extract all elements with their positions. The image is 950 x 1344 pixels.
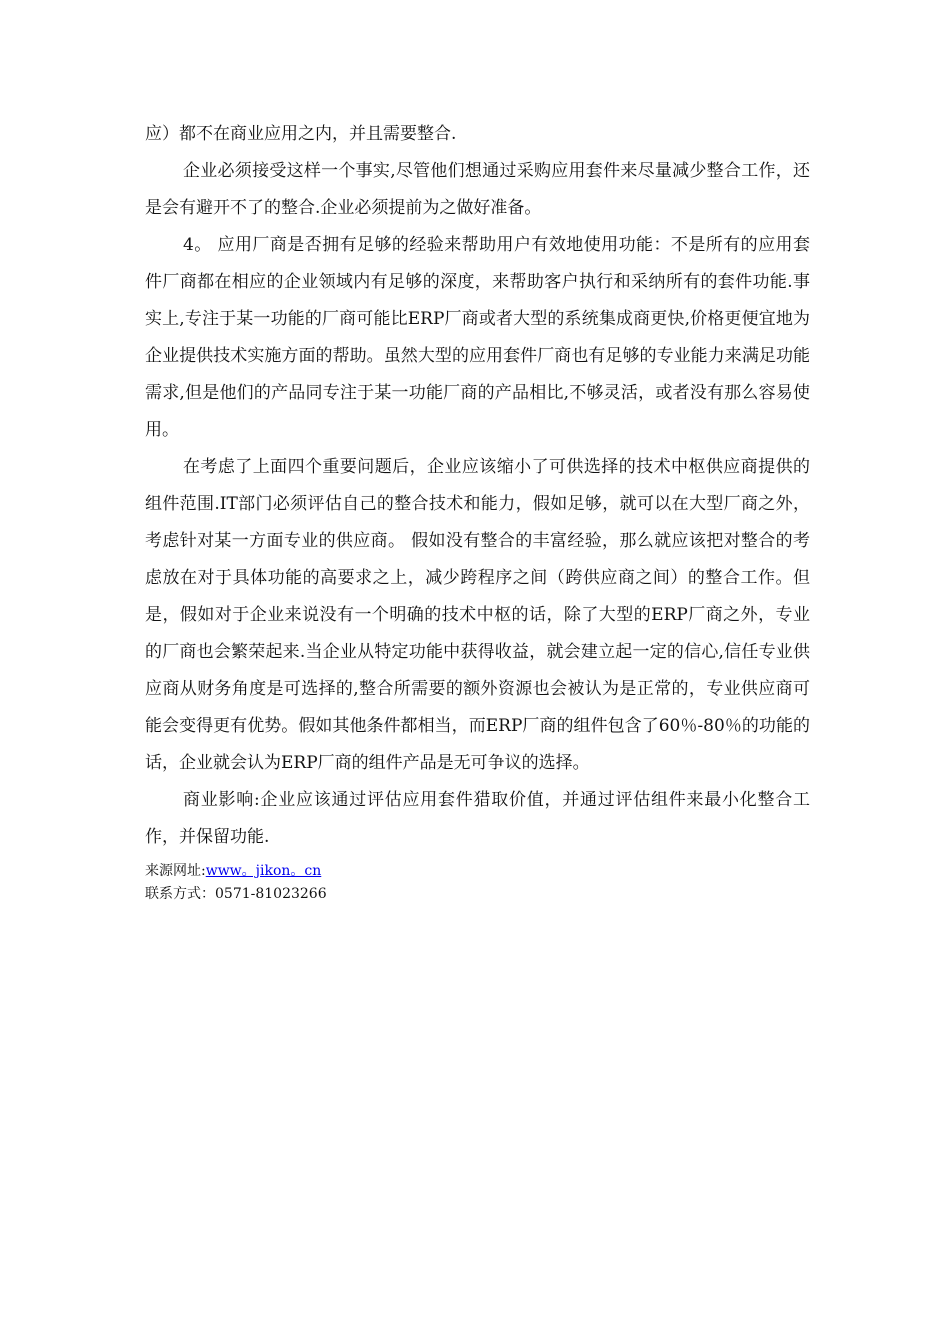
source-link[interactable]: www。jikon。cn [205, 863, 322, 879]
contact-line [145, 883, 810, 906]
paragraph-business-impact: 商业影响:企业应该通过评估应用套件猎取价值，并通过评估组件来最小化整合工作，并保留功能. [145, 790, 810, 847]
paragraph-integration-fact: 企业必须接受这样一个事实,尽管他们想通过采购应用套件来尽量减少整合工作，还是会有避开不了的整合.企业必须提前为之做好准备。 [145, 161, 810, 218]
source-line [145, 860, 810, 883]
paragraph-continuation: 应）都不在商业应用之内，并且需要整合. [145, 124, 457, 144]
contact-label: 联系方式： [145, 886, 215, 902]
contact-phone: 0571-81023266 [215, 886, 327, 902]
paragraph-considerations: 在考虑了上面四个重要问题后，企业应该缩小了可供选择的技术中枢供应商提供的组件范围.IT部门必须评估自己的整合技术和能力，假如足够，就可以在大型厂商之外，考虑针对某一方面专业的供应商。 假如没有整合的丰富经验，那么就应该把对整合的考虑放在对于具体功能的高要求之上，减少跨程序之间（跨供应商之间）的整合工作。但是，假如对于企业来说没有一个明确的技术中枢的话，除了大型的ERP厂商之外，专业的厂商也会繁荣起来.当企业从特定功能中获得收益，就会建立起一定的信心,信任专业供应商从财务角度是可选择的,整合所需要的额外资源也会被认为是正常的，专业供应商可能会变得更有优势。假如其他条件都相当，而ERP厂商的组件包含了60％-80％的功能的话，企业就会认为ERP厂商的组件产品是无可争议的选择。 [145, 457, 810, 773]
document-page [145, 116, 810, 906]
source-label: 来源网址: [145, 863, 206, 879]
paragraph-vendor-experience: 4。 应用厂商是否拥有足够的经验来帮助用户有效地使用功能：不是所有的应用套件厂商都在相应的企业领域内有足够的深度，来帮助客户执行和采纳所有的套件功能.事实上,专注于某一功能的厂商可能比ERP厂商或者大型的系统集成商更快,价格更便宜地为企业提供技术实施方面的帮助。虽然大型的应用套件厂商也有足够的专业能力来满足功能需求,但是他们的产品同专注于某一功能厂商的产品相比,不够灵活，或者没有那么容易使用。 [145, 235, 810, 440]
